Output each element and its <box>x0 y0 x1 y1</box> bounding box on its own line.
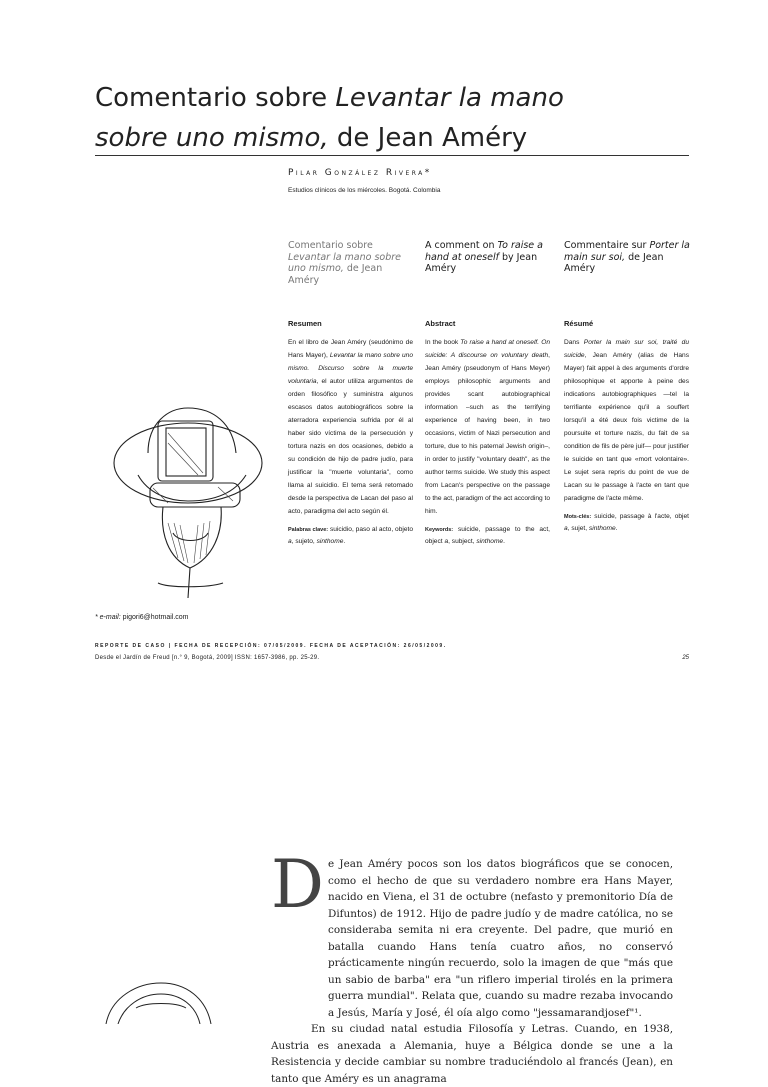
abstract-heading: Abstract <box>425 319 456 328</box>
body-paragraph: e Jean Améry pocos son los datos biográficos que se conocen, como el hecho de que su verdadero nombre era Hans Mayer, nacido en Viena, el 31 de octubre (nefasto y premonitorio Día de Difuntos) de 1912. Hijo de padre judío y de madre católica, no se consideraba semita ni era creyente. Del padre, que murió en batalla cuando Hans tenía cuatro años, no conservó prácticamente ningún recuerdo, solo la imagen de que "más que un sabio de barba" era "un riflero imperial tirolés en la primera guerra mundial". Relata que, cuando su madre rezaba invocando a Jesús, María y José, él oía algo como "jessamarandjosef"¹. <box>328 858 673 1019</box>
resumen-heading: Resumen <box>288 319 322 328</box>
author-email-footnote: * e-mail: pigori6@hotmail.com <box>95 614 189 621</box>
article-body <box>271 856 673 1087</box>
spanish-title: Comentario sobre Levantar la mano sobre uno mismo, de Jean Améry <box>288 240 402 286</box>
french-title: Commentaire sur Porter la main sur soi, de Jean Améry <box>564 240 690 274</box>
palabras-clave: Palabras clave: suicidio, paso al acto, objeto a, sujeto, sinthome. <box>288 526 413 545</box>
keywords: Keywords: suicide, passage to the act, object a, subject, sinthome. <box>425 526 550 545</box>
partial-sketch-image <box>96 978 216 1024</box>
abstract-body: In the book To raise a hand at oneself. On suicide: A discourse on voluntary death, Jean Améry (pseudonym of Hans Meyer) employs philosophic arguments and provides scant autobiographical information –such as the terrifying experience of having been, in two occasions, victim of Nazi persecution and torture, due to his paternal Jewish origin–, in order to justify "voluntary death", as the author terms suicide. We study this aspect from Lacan's perspective on the passage to the act, paradigm of the act according to him. Keywords: suicide, passage to the act, object a, subject, sinthome. <box>425 339 550 545</box>
title-divider <box>95 155 689 156</box>
drop-cap: D <box>271 846 324 923</box>
portrait-sketch-image <box>108 383 268 603</box>
author-affiliation: Estudios clínicos de los miércoles. Bogotá. Colombia <box>288 187 441 194</box>
author-name: Pilar González Rivera* <box>288 168 432 178</box>
body-paragraph: En su ciudad natal estudia Filosofía y Letras. Cuando, en 1938, Austria es anexada a Alemania, huye a Bélgica donde se une a la Resistencia y decide cambiar su nombre traduciéndolo al francés (Jean), en tanto que Améry es un anagrama <box>271 1023 673 1085</box>
english-title: A comment on To raise a hand at oneself by Jean Améry <box>425 240 543 274</box>
page-number: 25 <box>682 655 689 661</box>
resume-heading: Résumé <box>564 319 594 328</box>
resume-body: Dans Porter la main sur soi, traité du suicide, Jean Améry (alias de Hans Mayer) fait appel à des arguments d'ordre philosophique et apporte à peine des indications autobiographiques —tel la terrifiante expérience qu'il a souffert lorsqu'il a été deux fois victime de la poursuite et torture nazis, du fait de sa condition de fils de père juif— pour justifier le suicide en tant que «mort volontaire». Le sujet sera repris du point de vue de Lacan su le passage à l'acte en tant que paradigme de l'acte même. Mots-clés: suicide, passage à l'acte, objet a, sujet, sinthome. <box>564 339 689 532</box>
journal-citation: Desde el Jardín de Freud [n.° 9, Bogotá, 2009] ISSN: 1657-3986, pp. 25-29. <box>95 655 320 661</box>
article-title: Comentario sobre Levantar la mano sobre uno mismo, de Jean Améry <box>95 83 564 153</box>
article-dates: REPORTE DE CASO | FECHA DE RECEPCIÓN: 07/05/2009. FECHA DE ACEPTACIÓN: 26/05/2009. <box>95 643 447 649</box>
resumen-body: En el libro de Jean Améry (seudónimo de Hans Mayer), Levantar la mano sobre uno mismo. Discurso sobre la muerte voluntaria, el autor utiliza argumentos de orden filosófico y suministra algunos escasos datos autobiográficos sobre la aterradora experiencia sufrida por él al haber sido víctima de la persecución y tortura nazis en dos ocasiones, debido a su condición de hijo de padre judío, para justificar la "muerte voluntaria", como llama al suicidio. El tema será retomado desde la perspectiva de Lacan del paso al acto, paradigma del acto según él. Palabras clave: suicidio, paso al acto, objeto a, sujeto, sinthome. <box>288 339 413 545</box>
mots-cles: Mots-clés: suicide, passage à l'acte, objet a, sujet, sinthome. <box>564 513 689 532</box>
